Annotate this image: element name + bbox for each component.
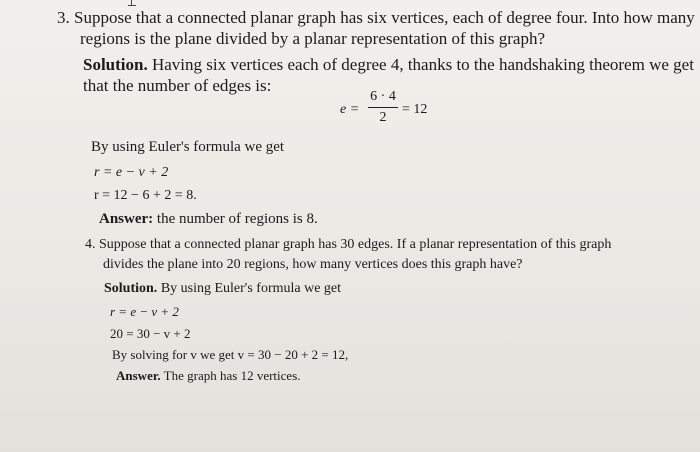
problem-3-formula-1: r = e − v + 2 <box>94 165 169 180</box>
problem-3-statement-line-2: regions is the plane divided by a planar representation of this graph? <box>80 29 545 48</box>
edges-fraction <box>368 89 398 125</box>
solution-label: Solution. <box>83 55 148 74</box>
problem-4-statement-line-1: 4. Suppose that a connected planar graph has 30 edges. If a planar representation of this graph <box>85 237 612 252</box>
problem-4-formula-1: r = e − v + 2 <box>110 304 179 319</box>
problem-4-formula-2: 20 = 30 − v + 2 <box>110 326 191 341</box>
fraction-denominator: 2 <box>379 110 387 125</box>
solution-label: Solution. <box>104 281 158 296</box>
problem-4-solve-line: By solving for v we get v = 30 − 20 + 2 = 12, <box>112 347 349 362</box>
answer-text: the number of regions is 8. <box>153 211 318 227</box>
problem-3-statement-line-1: 3. Suppose that a connected planar graph has six vertices, each of degree four. Into how many <box>57 8 695 27</box>
problem-4-statement-line-2: divides the plane into 20 regions, how many vertices does this graph have? <box>103 257 523 272</box>
problem-4-solution <box>104 282 341 296</box>
answer-label: Answer. <box>116 368 161 383</box>
problem-4-answer <box>116 369 301 382</box>
edges-equation-lhs: e = <box>340 102 360 117</box>
problem-3-solution-line-2: that the number of edges is: <box>83 76 272 95</box>
answer-label: Answer: <box>99 211 154 227</box>
solution-text: Having six vertices each of degree 4, thanks to the handshaking theorem we get <box>147 55 694 74</box>
answer-text: The graph has 12 vertices. <box>160 368 301 383</box>
cut-off-glyph-mark <box>125 0 139 7</box>
edges-equation-rhs: = 12 <box>402 102 428 117</box>
fraction-bar <box>368 107 398 108</box>
problem-3-euler-intro: By using Euler's formula we get <box>91 139 285 155</box>
problem-3-answer <box>99 212 318 227</box>
solution-text: By using Euler's formula we get <box>157 281 342 296</box>
problem-3-formula-2: r = 12 − 6 + 2 = 8. <box>94 188 197 203</box>
fraction-numerator: 6 · 4 <box>370 89 396 104</box>
problem-3-solution-line-1 <box>83 56 694 73</box>
